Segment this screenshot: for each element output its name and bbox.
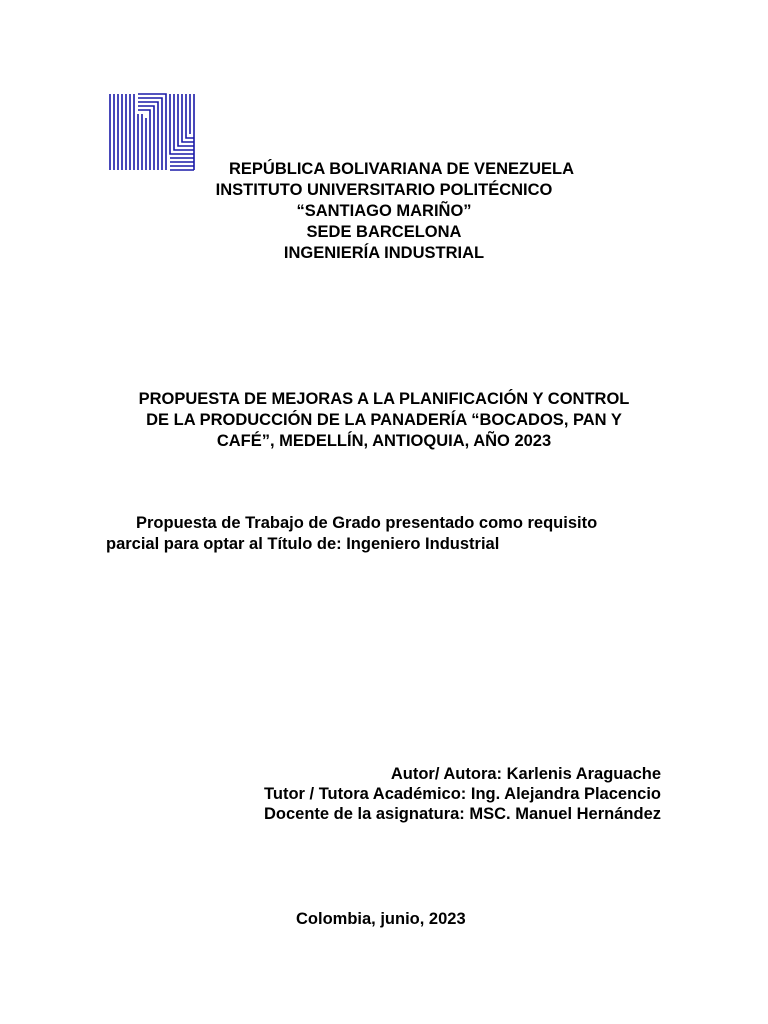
thesis-title-line-1: PROPUESTA DE MEJORAS A LA PLANIFICACIÓN Y CONTROL	[138, 390, 630, 408]
description-line-1: Propuesta de Trabajo de Grado presentado como requisito	[136, 514, 598, 532]
description-line-2: parcial para optar al Título de: Ingeniero Industrial	[106, 535, 500, 553]
tutor-line: Tutor / Tutora Académico: Ing. Alejandra Placencio	[264, 785, 661, 803]
author-line: Autor/ Autora: Karlenis Araguache	[390, 765, 661, 783]
teacher-line: Docente de la asignatura: MSC. Manuel Hernández	[264, 805, 661, 823]
place-date: Colombia, junio, 2023	[296, 910, 466, 928]
header-country: REPÚBLICA BOLIVARIANA DE VENEZUELA	[229, 160, 574, 178]
institution-logo-icon	[108, 92, 196, 172]
header-program: INGENIERÍA INDUSTRIAL	[283, 244, 485, 262]
header-institute-name: “SANTIAGO MARIÑO”	[296, 202, 472, 220]
header-campus: SEDE BARCELONA	[306, 223, 462, 241]
thesis-title-line-3: CAFÉ”, MEDELLÍN, ANTIOQUIA, AÑO 2023	[216, 432, 552, 450]
header-institute: INSTITUTO UNIVERSITARIO POLITÉCNICO	[215, 181, 553, 199]
thesis-title-line-2: DE LA PRODUCCIÓN DE LA PANADERÍA “BOCADOS, PAN Y	[146, 411, 622, 429]
